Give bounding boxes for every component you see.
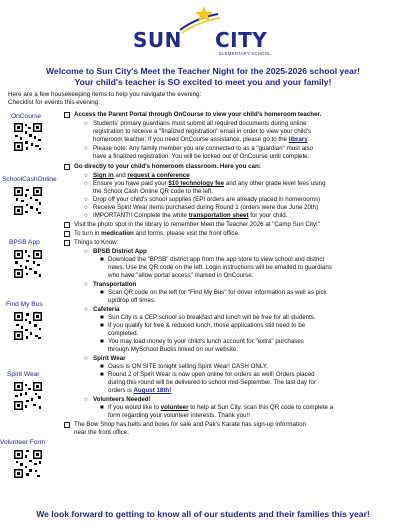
library-link[interactable]: library	[288, 136, 308, 143]
cafeteria-note-2b: completed.	[108, 330, 139, 337]
checkbox-medication[interactable]	[64, 231, 70, 237]
checkbox-oncourse[interactable]	[64, 112, 70, 118]
qr-code-bpsb-icon[interactable]	[13, 249, 43, 279]
oncourse-note-1c: homeroom teacher. If you need OnCourse assistance, please go to the library.	[93, 136, 310, 143]
classroom-transportation: IMPORTANT!! Complete the white transportation sheet for your child.	[93, 212, 288, 219]
checklist-item-bow-shop: The Bow Shop has belts and bows for sale and Pak's Karate has sign-up information	[74, 421, 306, 428]
bpsb-note-1: Download the "BPSB" district app from the app store to view school and district	[108, 256, 325, 263]
classroom-spirit-wear: Receive Spirit Wear items purchased during Round 1 (orders were due June 20th)	[93, 204, 319, 211]
bpsb-note-1c: who have "allow portal access" marked in OnCourse.	[108, 272, 254, 279]
bullet-icon: ■	[100, 371, 104, 378]
qr-label-bpsb: BPSB App	[9, 239, 40, 246]
bullet-icon: ■	[100, 289, 104, 296]
bullet-icon: ○	[84, 172, 88, 179]
footer-message: We look forward to getting to know all of our students and their families this year!	[36, 509, 370, 519]
volunteer-note-1: If you would like to volunteer to help at Sun City, scan this QR code to complete a	[108, 404, 334, 411]
checklist-item-photo-spot: Visit the photo spot in the library to remember Meet the Teacher 2026 at "Camp Sun City!"	[74, 221, 320, 228]
qr-label-volunteer-form: Volunteer Form	[0, 439, 46, 446]
bullet-icon: ○	[84, 204, 88, 211]
bullet-icon: ■	[100, 363, 104, 370]
bullet-icon: ○	[84, 120, 88, 127]
section-spirit-wear: Spirit Wear	[93, 355, 126, 362]
checkbox-things-to-know[interactable]	[64, 240, 70, 246]
page-title: Welcome to Sun City's Meet the Teacher Night for the 2025-2026 school year!	[45, 66, 361, 76]
checklist-item-bow-shop-b: near the front office.	[74, 429, 129, 436]
qr-code-oncourse-icon[interactable]	[13, 122, 43, 152]
bullet-icon: ○	[84, 180, 88, 187]
volunteer-note-1b: form regarding your volunteer interests. Thank you!!	[108, 412, 250, 419]
school-logo	[123, 6, 283, 58]
bullet-icon: ○	[84, 145, 88, 152]
checkbox-classroom[interactable]	[64, 164, 70, 170]
checklist-heading: Checklist for events this evening:	[8, 99, 101, 106]
bullet-icon: ■	[100, 314, 104, 321]
qr-label-oncourse: OnCourse	[11, 113, 42, 120]
bullet-icon: ○	[84, 196, 88, 203]
section-volunteers: Volunteers Needed!	[93, 396, 151, 403]
transportation-note-1b: up/drop off times.	[108, 297, 156, 304]
spirit-wear-note-1: Oasis is ON SITE tonight selling Spirit Wear! CASH ONLY.	[108, 363, 268, 370]
spirit-wear-note-2c: orders is August 18th!	[108, 387, 172, 394]
bullet-icon: ■	[100, 404, 104, 411]
logo-subtitle: ELEMENTARY SCHOOL	[219, 51, 271, 56]
classroom-tech-fee-b: the School Cash Online QR code to the left.	[93, 188, 214, 195]
checkbox-bow-shop[interactable]	[64, 422, 70, 428]
qr-label-schoolcash: SchoolCashOnline	[2, 176, 57, 183]
bullet-icon: ○	[84, 248, 88, 255]
classroom-supplies: Drop off your child's school supplies (EPI orders are already placed in homerooms)	[93, 196, 321, 203]
spirit-wear-note-2b: during this round will be delivered to school mid-September. The last day for	[108, 379, 316, 386]
spirit-wear-note-2: Round 2 of Spirit Wear is now open online for orders as well! Orders placed	[108, 371, 315, 378]
checklist-item-things-to-know: Things to Know:	[74, 239, 119, 246]
bullet-icon: ○	[84, 281, 88, 288]
bullet-icon: ○	[84, 396, 88, 403]
bullet-icon: ■	[100, 338, 104, 345]
page-subtitle: Your child's teacher is SO excited to meet you and your family!	[74, 77, 332, 87]
cafeteria-note-3b: through MySchool Bucks linked on our website.	[108, 346, 239, 353]
bullet-icon: ■	[100, 322, 104, 329]
classroom-tech-fee: Ensure you have paid your $10 technology fee and any other grade level fees using	[93, 180, 326, 187]
bullet-icon: ○	[84, 212, 88, 219]
intro-text: Here are a few housekeeping items to help you navigate the evening:	[8, 91, 202, 98]
checkbox-photo-spot[interactable]	[64, 222, 70, 228]
logo-word-left: SUN	[133, 28, 182, 52]
oncourse-note-1: Students' primary guardians must submit all required documents during online	[93, 120, 307, 127]
oncourse-note-1b: registration to receive a "finalized registration" email in order to view your child's	[93, 128, 312, 135]
section-bpsb-app: BPSB District App	[93, 248, 147, 255]
bullet-icon: ○	[84, 355, 88, 362]
bullet-icon: ○	[84, 306, 88, 313]
qr-code-schoolcash-icon[interactable]	[13, 186, 43, 216]
bpsb-note-1b: news. Use the QR code on the left. Login instructions will be emailed to guardians	[108, 264, 332, 271]
checklist-item-oncourse: Access the Parent Portal through OnCourse to view your child's homeroom teacher.	[74, 111, 322, 118]
classroom-sign-in: Sign in and request a conference	[93, 172, 190, 179]
qr-code-find-my-bus-icon[interactable]	[13, 311, 43, 341]
checklist-item-classroom: Go directly to your child's homeroom classroom. Here you can:	[74, 163, 261, 170]
section-cafeteria: Cafeteria	[93, 306, 120, 313]
checklist-item-medication: To turn in medication and forms, please visit the front office.	[74, 230, 240, 237]
qr-code-volunteer-form-icon[interactable]	[13, 449, 43, 479]
oncourse-note-2b: have a finalized registration. You will be locked out of OnCourse until complete.	[93, 153, 310, 160]
bullet-icon: ■	[100, 256, 104, 263]
oncourse-note-2: Please note: Any family member you are connected to as a "guardian" must also	[93, 145, 314, 152]
cafeteria-note-1: Sun City is a CEP school so breakfast and lunch will be free for all students.	[108, 314, 316, 321]
qr-label-spirit-wear: Spirit Wear	[7, 371, 40, 378]
qr-label-find-my-bus: Find My Bus	[6, 301, 43, 308]
logo-word-right: CITY	[215, 28, 268, 52]
qr-code-spirit-wear-icon[interactable]	[13, 381, 43, 411]
august-18-link[interactable]: August 18th!	[133, 387, 172, 394]
cafeteria-note-2: If you qualify for free & reduced lunch, those applications still need to be	[108, 322, 306, 329]
section-transportation: Transportation	[93, 281, 137, 288]
transportation-note-1: Scan QR code on the left for "Find My Bus" for driver information as well as pick	[108, 289, 327, 296]
cafeteria-note-3: You may load money to your child's lunch account for "extra" purchases	[108, 338, 304, 345]
